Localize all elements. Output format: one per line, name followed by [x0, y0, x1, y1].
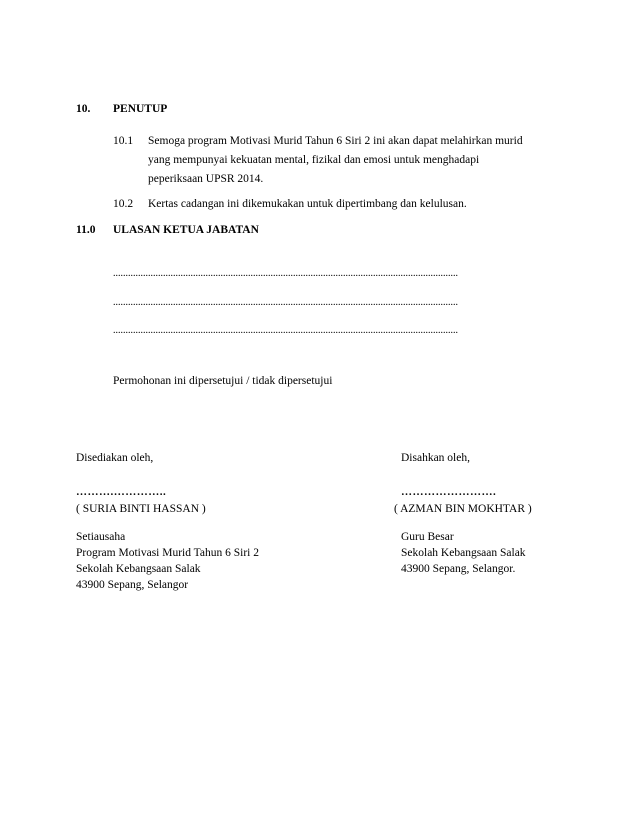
- item-10-1-line-1: Semoga program Motivasi Murid Tahun 6 Siri 2 ini akan dapat melahirkan murid: [148, 135, 523, 147]
- section-10-title: PENUTUP: [113, 103, 168, 115]
- item-10-1-line-3: peperiksaan UPSR 2014.: [148, 173, 264, 185]
- left-signatory-title-4: 43900 Sepang, Selangor: [76, 579, 189, 591]
- left-signatory-name: ( SURIA BINTI HASSAN ): [76, 503, 206, 515]
- section-11-title: ULASAN KETUA JABATAN: [113, 224, 259, 236]
- item-10-1-line-2: yang mempunyai kekuatan mental, fizikal dan emosi untuk menghadapi: [148, 154, 480, 166]
- approval-text: Permohonan ini dipersetujui / tidak dipersetujui: [113, 375, 333, 387]
- left-signature-line: ……….…………..: [76, 486, 167, 498]
- item-10-1-number: 10.1: [113, 135, 134, 147]
- comment-dotted-line-2: ..........................................................................................................................................: [113, 297, 458, 308]
- section-11-number: 11.0: [76, 224, 96, 236]
- left-signatory-title-3: Sekolah Kebangsaan Salak: [76, 563, 201, 575]
- right-signatory-title-3: 43900 Sepang, Selangor.: [401, 563, 516, 575]
- left-signature-heading: Disediakan oleh,: [76, 452, 154, 464]
- right-signatory-name: ( AZMAN BIN MOKHTAR ): [394, 503, 532, 515]
- item-10-2-number: 10.2: [113, 198, 134, 210]
- right-signatory-title-1: Guru Besar: [401, 531, 454, 543]
- comment-dotted-line-3: ..........................................................................................................................................: [113, 325, 458, 336]
- left-signatory-title-1: Setiausaha: [76, 531, 126, 543]
- left-signatory-title-2: Program Motivasi Murid Tahun 6 Siri 2: [76, 547, 259, 559]
- right-signatory-title-2: Sekolah Kebangsaan Salak: [401, 547, 526, 559]
- comment-dotted-line-1: ..........................................................................................................................................: [113, 268, 458, 279]
- right-signature-heading: Disahkan oleh,: [401, 452, 470, 464]
- item-10-2-line-1: Kertas cadangan ini dikemukakan untuk dipertimbang dan kelulusan.: [148, 198, 467, 210]
- right-signature-line: …………………….: [401, 486, 497, 498]
- section-10-number: 10.: [76, 103, 91, 115]
